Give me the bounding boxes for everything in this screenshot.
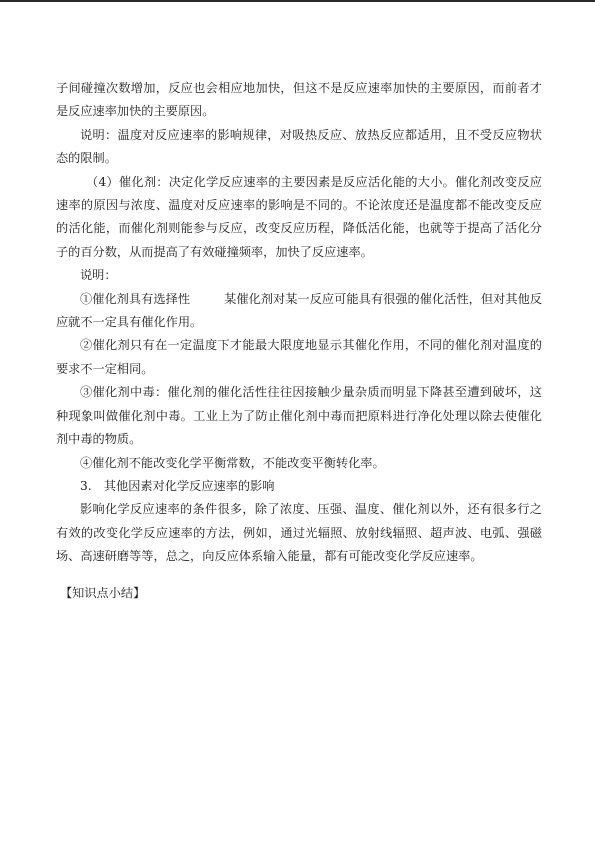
note-selectivity-head: ①催化剂具有选择性: [80, 291, 191, 306]
summary-heading: 【知识点小结】: [60, 585, 146, 600]
paragraph-other-factors: 影响化学反应速率的条件很多，除了浓度、压强、温度、催化剂以外，还有很多行之有效的改变化学反应速率的方法，例如，通过光辐照、放射线辐照、超声波、电弧、强磁场、高速研磨等等，总之，向反应体系输入能量，都有可能改变化学反应速率。: [56, 502, 542, 564]
paragraph-note-equilibrium: ④催化剂不能改变化学平衡常数，不能改变平衡转化率。: [80, 455, 385, 470]
paragraph-note-selectivity: [56, 288, 542, 335]
paragraph-note-poisoning: ③催化剂中毒：催化剂的催化活性往往因接触少量杂质而明显下降甚至遭到破坏，这种现象叫做催化剂中毒。工业上为了防止催化剂中毒而把原料进行净化处理以除去使催化剂中毒的物质。: [56, 385, 542, 447]
paragraph-note-temperature: ②催化剂只有在一定温度下才能最大限度地显示其催化作用，不同的催化剂对温度的要求不一定相同。: [56, 338, 542, 376]
section-heading-other-factors: 3. 其他因素对化学反应速率的影响: [80, 478, 275, 493]
paragraph-temperature-note: 说明：温度对反应速率的影响规律，对吸热反应、放热反应都适用，且不受反应物状态的限制。: [56, 127, 542, 166]
note-selectivity-body: 某催化剂对某一反应可能具有很强的催化活性，但对其他反应就不一定具有催化作用。: [56, 291, 543, 330]
paragraph-collision: 子间碰撞次数增加，反应也会相应地加快，但这不是反应速率加快的主要原因，而前者才是反应速率加快的主要原因。: [56, 81, 542, 119]
paragraph-catalyst: （4）催化剂：决定化学反应速率的主要因素是反应活化能的大小。催化剂改变反应速率的原因与浓度、温度对反应速率的影响是不同的。不论浓度还是温度都不能改变反应的活化能，而催化剂则能参与反应，改变反应历程，降低活化能，也就等于提高了活化分子的百分数，从而提高了有效碰撞频率，加快了反应速率。: [56, 174, 542, 259]
paragraph-note-label: 说明：: [80, 268, 117, 283]
document-page: [56, 77, 542, 605]
header-rule: [0, 0, 595, 2]
